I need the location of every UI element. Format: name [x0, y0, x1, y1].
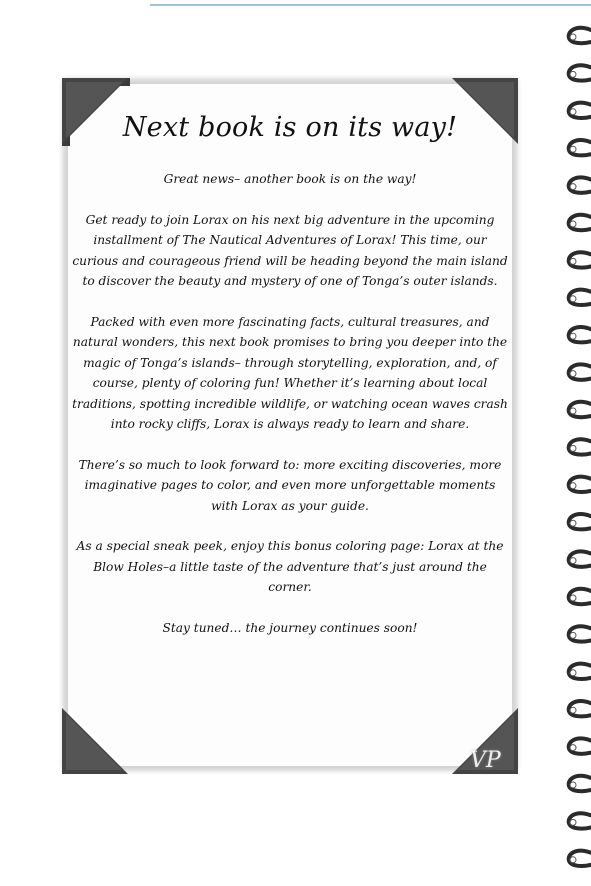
top-rule [150, 4, 591, 6]
spiral-ring-icon [569, 626, 591, 641]
spiral-ring-icon [569, 813, 591, 828]
watermark: VP [470, 748, 501, 773]
spiral-ring-icon [569, 514, 591, 529]
spiral-ring-icon [569, 364, 591, 379]
spiral-ring-icon [569, 701, 591, 716]
spiral-ring-icon [569, 477, 591, 492]
spiral-ring-icon [569, 215, 591, 230]
paragraph: Great news– another book is on the way! [163, 172, 417, 186]
spiral-ring-icon [569, 140, 591, 155]
photo-corner-icon [62, 706, 130, 774]
spiral-ring-icon [569, 738, 591, 753]
spiral-ring-icon [569, 776, 591, 791]
page-title: Next book is on its way! [122, 112, 458, 143]
paragraph: Packed with even more fascinating facts, cultural treasures, and natural wonders, this next book promises to bring you deeper into the magic of Tonga’s islands– through storytelling, exploration, and, of course, plenty of coloring fun! Whether it’s learning about local traditions, spotting incredible wildlife, or watching ocean waves crash into rocky cliffs, Lorax is always ready to learn and share. [72, 314, 508, 431]
paragraph: Get ready to join Lorax on his next big adventure in the upcoming installment of The Nautical Adventures of Lorax! This time, our curious and courageous friend will be heading beyond the main island to discover the beauty and mystery of one of Tonga’s outer islands. [72, 212, 508, 288]
spiral-ring-icon [569, 177, 591, 192]
spiral-ring-icon [569, 589, 591, 604]
spiral-ring-icon [569, 65, 591, 80]
spiral-ring-icon [569, 290, 591, 305]
spiral-binding-icon [561, 20, 591, 880]
paragraph: Stay tuned… the journey continues soon! [162, 620, 418, 635]
spiral-ring-icon [569, 327, 591, 342]
spiral-ring-icon [569, 28, 591, 43]
spiral-ring-icon [569, 551, 591, 566]
paragraph: There’s so much to look forward to: more exciting discoveries, more imaginative pages to color, and even more unforgettable moments with Lorax as your guide. [78, 457, 502, 513]
page-content [68, 112, 512, 658]
spiral-ring-icon [569, 252, 591, 267]
spiral-ring-icon [569, 402, 591, 417]
spiral-ring-icon [569, 103, 591, 118]
paragraph: As a special sneak peek, enjoy this bonus coloring page: Lorax at the Blow Holes–a little taste of the adventure that’s just around the corner. [76, 539, 504, 594]
spiral-ring-icon [569, 439, 591, 454]
spiral-ring-icon [569, 851, 591, 866]
spiral-ring-icon [569, 664, 591, 679]
